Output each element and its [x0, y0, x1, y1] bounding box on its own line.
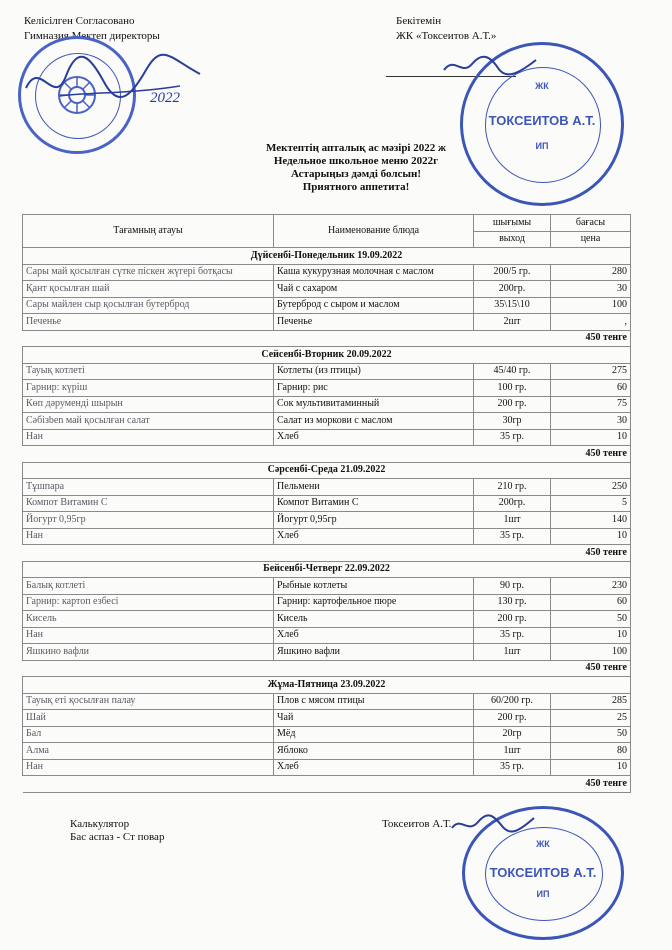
- dish-name-kz: Сары май қосылған сүтке піскен жүгері ботқасы: [23, 264, 274, 281]
- dish-name-kz: Шай: [23, 710, 274, 727]
- dish-name-ru: Сок мультивитаминный: [274, 396, 474, 413]
- dish-price: 80: [551, 743, 631, 760]
- title-kz: Мектептің апталық ас мәзірі 2022 ж: [266, 142, 446, 154]
- dish-price: 140: [551, 512, 631, 529]
- dish-price: ,: [551, 314, 631, 331]
- footer-left: [70, 818, 164, 844]
- menu-item-row: [23, 264, 631, 281]
- dish-portion: 1шт: [474, 644, 551, 661]
- dish-name-ru: Хлеб: [274, 528, 474, 545]
- dish-name-ru: Гарнир: рис: [274, 380, 474, 397]
- col-header-out-ru: выход: [474, 231, 551, 248]
- dish-name-ru: Хлеб: [274, 627, 474, 644]
- total-spacer: [23, 545, 551, 562]
- day-total-row: [23, 545, 631, 562]
- dish-portion: 35 гр.: [474, 759, 551, 776]
- dish-name-ru: Гарнир: картофельное пюре: [274, 594, 474, 611]
- wish-ru: Приятного аппетита!: [302, 181, 410, 193]
- dish-name-ru: Чай с сахаром: [274, 281, 474, 298]
- day-total: 450 тенге: [551, 446, 631, 463]
- confirm-block: [396, 14, 496, 44]
- col-header-out-kz: шығымы: [474, 215, 551, 232]
- dish-price: 50: [551, 611, 631, 628]
- dish-portion: 130 гр.: [474, 594, 551, 611]
- dish-price: 75: [551, 396, 631, 413]
- day-row: [23, 248, 631, 265]
- signature-date: 2022: [150, 90, 180, 106]
- day-row: [23, 561, 631, 578]
- dish-name-ru: Хлеб: [274, 429, 474, 446]
- dish-name-kz: Кисель: [23, 611, 274, 628]
- dish-price: 100: [551, 297, 631, 314]
- day-title: Сәрсенбі-Среда 21.09.2022: [23, 462, 631, 479]
- dish-name-kz: Нан: [23, 627, 274, 644]
- menu-item-row: [23, 710, 631, 727]
- dish-price: 275: [551, 363, 631, 380]
- day-total: 450 тенге: [551, 330, 631, 347]
- dish-name-kz: Яшкино вафли: [23, 644, 274, 661]
- day-total-row: [23, 330, 631, 347]
- menu-item-row: [23, 627, 631, 644]
- dish-name-kz: Тұшпара: [23, 479, 274, 496]
- dish-portion: 35 гр.: [474, 528, 551, 545]
- dish-portion: 200/5 гр.: [474, 264, 551, 281]
- dish-name-kz: Гарнир: картоп езбесі: [23, 594, 274, 611]
- dish-price: 10: [551, 627, 631, 644]
- dish-name-ru: Компот Витамин С: [274, 495, 474, 512]
- dish-portion: 210 гр.: [474, 479, 551, 496]
- menu-item-row: [23, 528, 631, 545]
- day-title: Дүйсенбі-Понедельник 19.09.2022: [23, 248, 631, 265]
- footer-calculator: Калькулятор: [70, 818, 130, 830]
- dish-price: 30: [551, 413, 631, 430]
- dish-price: 250: [551, 479, 631, 496]
- menu-item-row: [23, 314, 631, 331]
- dish-portion: 45/40 гр.: [474, 363, 551, 380]
- day-title: Сейсенбі-Вторник 20.09.2022: [23, 347, 631, 364]
- dish-portion: 35\15\10: [474, 297, 551, 314]
- menu-item-row: [23, 281, 631, 298]
- day-total-row: [23, 776, 631, 793]
- menu-item-row: [23, 611, 631, 628]
- dish-name-kz: Нан: [23, 759, 274, 776]
- dish-price: 10: [551, 528, 631, 545]
- dish-name-kz: Көп дәрумендi шырын: [23, 396, 274, 413]
- menu-titles: [0, 142, 672, 194]
- menu-item-row: [23, 297, 631, 314]
- menu-item-row: [23, 512, 631, 529]
- weekly-menu-table: [22, 214, 631, 793]
- dish-portion: 200гр.: [474, 495, 551, 512]
- dish-portion: 2шт: [474, 314, 551, 331]
- day-row: [23, 462, 631, 479]
- dish-portion: 35 гр.: [474, 429, 551, 446]
- dish-name-ru: Йогурт 0,95гр: [274, 512, 474, 529]
- dish-name-kz: Тауық еті қосылған палау: [23, 693, 274, 710]
- dish-portion: 100 гр.: [474, 380, 551, 397]
- dish-portion: 35 гр.: [474, 627, 551, 644]
- dish-name-kz: Компот Витамин С: [23, 495, 274, 512]
- total-spacer: [23, 660, 551, 677]
- total-spacer: [23, 446, 551, 463]
- dish-portion: 1шт: [474, 512, 551, 529]
- dish-price: 100: [551, 644, 631, 661]
- menu-item-row: [23, 743, 631, 760]
- dish-price: 10: [551, 429, 631, 446]
- day-title: Жұма-Пятница 23.09.2022: [23, 677, 631, 694]
- dish-price: 230: [551, 578, 631, 595]
- company-seal-bottom: ЖК ТОКСЕИТОВ А.Т. ИП: [462, 806, 624, 940]
- dish-name-kz: Гарнир: күріш: [23, 380, 274, 397]
- dish-price: 60: [551, 594, 631, 611]
- footer-chef: Бас аспаз - Ст повар: [70, 831, 165, 843]
- dish-portion: 20гр: [474, 726, 551, 743]
- day-total-row: [23, 446, 631, 463]
- dish-name-ru: Плов с мясом птицы: [274, 693, 474, 710]
- dish-portion: 1шт: [474, 743, 551, 760]
- dish-name-ru: Каша кукурузная молочная с маслом: [274, 264, 474, 281]
- dish-price: 60: [551, 380, 631, 397]
- dish-portion: 30гр: [474, 413, 551, 430]
- dish-name-ru: Яблоко: [274, 743, 474, 760]
- dish-name-kz: Сары майлен сыр қосылған бутерброд: [23, 297, 274, 314]
- approver-signature: [440, 52, 540, 80]
- menu-item-row: [23, 479, 631, 496]
- dish-name-ru: Яшкино вафли: [274, 644, 474, 661]
- menu-body: [23, 248, 631, 793]
- menu-item-row: [23, 644, 631, 661]
- approval-subtitle: Гимназия Мектеп директоры: [24, 30, 160, 42]
- menu-item-row: [23, 594, 631, 611]
- dish-name-kz: Бал: [23, 726, 274, 743]
- menu-item-row: [23, 693, 631, 710]
- total-spacer: [23, 330, 551, 347]
- dish-portion: 200 гр.: [474, 396, 551, 413]
- day-row: [23, 677, 631, 694]
- dish-name-kz: Балық котлеті: [23, 578, 274, 595]
- company-seal: ЖК ТОКСЕИТОВ А.Т. ИП: [460, 42, 624, 206]
- director-signature: [20, 48, 220, 118]
- dish-price: 5: [551, 495, 631, 512]
- dish-name-ru: Рыбные котлеты: [274, 578, 474, 595]
- dish-name-kz: Тауық котлеті: [23, 363, 274, 380]
- dish-name-ru: Котлеты (из птицы): [274, 363, 474, 380]
- dish-name-kz: Печенье: [23, 314, 274, 331]
- dish-name-kz: Нан: [23, 528, 274, 545]
- dish-price: 25: [551, 710, 631, 727]
- day-title: Бейсенбі-Четверг 22.09.2022: [23, 561, 631, 578]
- day-total: 450 тенге: [551, 776, 631, 793]
- dish-price: 280: [551, 264, 631, 281]
- dish-price: 50: [551, 726, 631, 743]
- menu-item-row: [23, 413, 631, 430]
- dish-name-ru: Пельмени: [274, 479, 474, 496]
- dish-name-kz: Йогурт 0,95гр: [23, 512, 274, 529]
- menu-item-row: [23, 363, 631, 380]
- dish-portion: 60/200 гр.: [474, 693, 551, 710]
- col-header-price-ru: цена: [551, 231, 631, 248]
- dish-portion: 200 гр.: [474, 611, 551, 628]
- col-header-price-kz: бағасы: [551, 215, 631, 232]
- dish-portion: 90 гр.: [474, 578, 551, 595]
- col-header-kz: Тағамның атауы: [23, 215, 274, 248]
- footer-signer: Токсеитов А.Т.: [382, 818, 452, 830]
- col-header-ru: Наименование блюда: [274, 215, 474, 248]
- confirm-subtitle: ЖК «Токсеитов А.Т.»: [396, 30, 497, 42]
- confirm-title: Бекітемін: [396, 15, 442, 27]
- signer-signature: [448, 812, 538, 838]
- title-ru: Недельное школьное меню 2022г: [273, 155, 439, 167]
- menu-item-row: [23, 495, 631, 512]
- wish-kz: Астарыңыз дәмді болсын!: [290, 168, 422, 180]
- day-row: [23, 347, 631, 364]
- dish-price: 30: [551, 281, 631, 298]
- dish-price: 285: [551, 693, 631, 710]
- dish-name-ru: Хлеб: [274, 759, 474, 776]
- menu-item-row: [23, 380, 631, 397]
- dish-name-kz: Қант қосылған шай: [23, 281, 274, 298]
- dish-name-ru: Кисель: [274, 611, 474, 628]
- menu-item-row: [23, 726, 631, 743]
- total-spacer: [23, 776, 551, 793]
- menu-item-row: [23, 578, 631, 595]
- dish-name-kz: Нан: [23, 429, 274, 446]
- menu-item-row: [23, 396, 631, 413]
- dish-name-ru: Печенье: [274, 314, 474, 331]
- dish-name-ru: Чай: [274, 710, 474, 727]
- day-total: 450 тенге: [551, 660, 631, 677]
- day-total: 450 тенге: [551, 545, 631, 562]
- dish-name-kz: Сәбізben май қосылған салат: [23, 413, 274, 430]
- dish-name-kz: Алма: [23, 743, 274, 760]
- menu-item-row: [23, 759, 631, 776]
- day-total-row: [23, 660, 631, 677]
- dish-portion: 200гр.: [474, 281, 551, 298]
- menu-item-row: [23, 429, 631, 446]
- dish-name-ru: Салат из моркови с маслом: [274, 413, 474, 430]
- dish-name-ru: Бутерброд с сыром и маслом: [274, 297, 474, 314]
- approval-title: Келісілген Согласовано: [24, 15, 135, 27]
- dish-portion: 200 гр.: [474, 710, 551, 727]
- dish-price: 10: [551, 759, 631, 776]
- dish-name-ru: Мёд: [274, 726, 474, 743]
